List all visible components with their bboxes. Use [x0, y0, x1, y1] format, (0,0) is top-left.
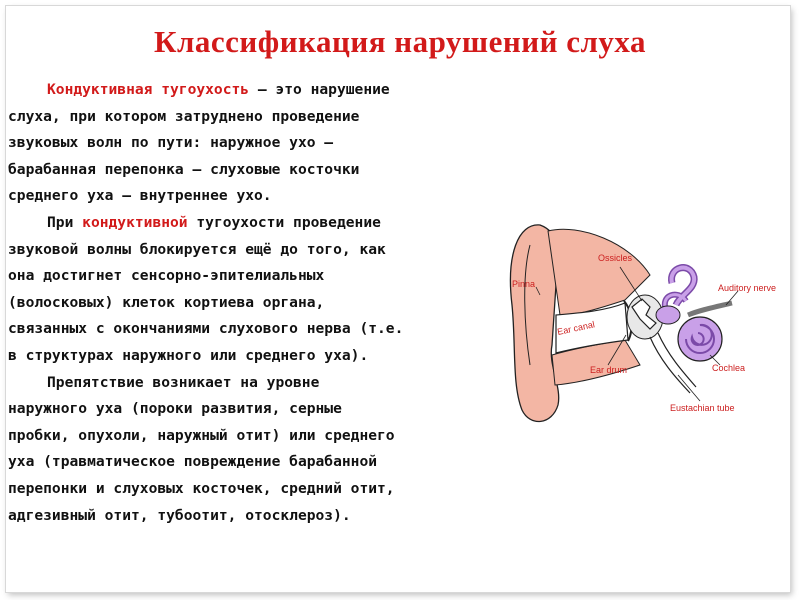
term-conductive-hearing-loss: Кондуктивная тугоухость	[47, 81, 250, 98]
label-ossicles: Ossicles	[598, 253, 633, 263]
label-cochlea: Cochlea	[712, 363, 746, 373]
label-pinna: Pinna	[512, 279, 536, 289]
paragraph-2: При кондуктивной тугоухости проведение звуковой волны блокируется ещё до того, как она достигнет сенсорно-эпителиальных (волосковых) клеток кортиева органа, связанных с окончаниями слухового нерва (т.е. в структурах наружного или среднего уха).	[8, 213, 404, 364]
body-text	[8, 77, 496, 529]
paragraph-3: Препятствие возникает на уровне наружного уха (пороки развития, серные пробки, опухоли, наружный отит) или среднего уха (травматическое повреждение барабанной перепонки и слуховых косточек, средний отит, адгезивный отит, тубоотит, отосклероз).	[8, 373, 395, 524]
paragraph-1: Кондуктивная тугоухость — это нарушение слуха, при котором затруднено проведение звуковых волн по пути: наружное ухо — барабанная перепонка — слуховые косточки среднего уха — внутреннее ухо.	[8, 81, 390, 205]
auditory-nerve-shape	[688, 303, 732, 315]
term-conductive: кондуктивной	[82, 213, 188, 231]
slide-title: Классификация нарушений слуха	[154, 24, 646, 59]
label-ear-canal: Ear canal	[556, 319, 596, 337]
ear-anatomy-diagram	[500, 215, 796, 430]
label-auditory-nerve: Auditory nerve	[718, 283, 777, 293]
label-eustachian-tube: Eustachian tube	[670, 403, 735, 413]
label-ear-drum: Ear drum	[590, 365, 628, 375]
